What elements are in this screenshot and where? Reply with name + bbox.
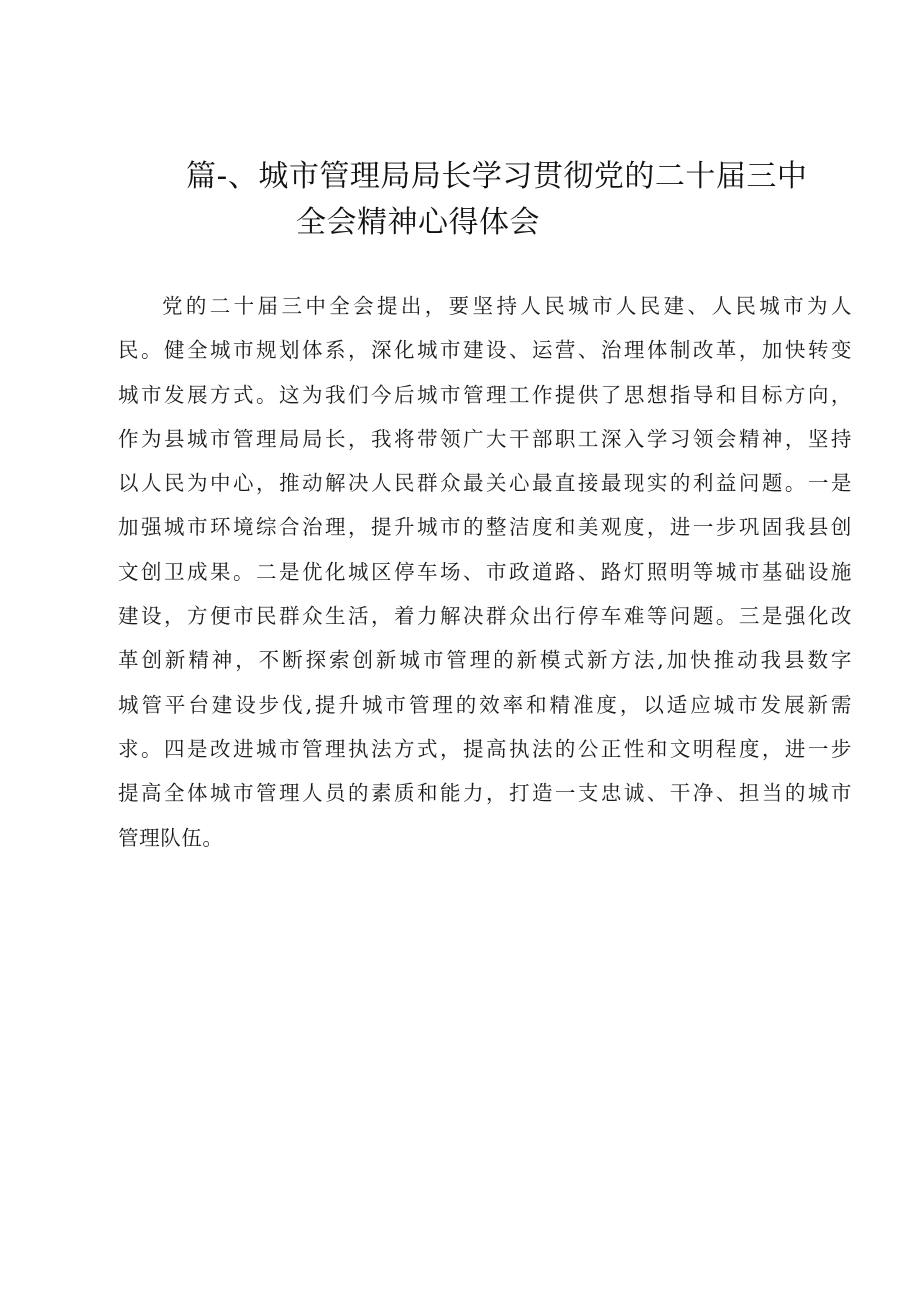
title-line-2: 全会精神心得体会 bbox=[296, 205, 540, 240]
paragraph-line: 革创新精神，不断探索创新城市管理的新模式新方法,加快推动我县数字 bbox=[118, 648, 852, 673]
paragraph-line: 作为县城市管理局局长，我将带领广大干部职工深入学习领会精神，坚持 bbox=[118, 426, 852, 451]
paragraph-line: 提高全体城市管理人员的素质和能力，打造一支忠诚、干净、担当的城市 bbox=[118, 781, 852, 806]
title-line-1: 篇-、城市管理局局长学习贯彻党的二十届三中 bbox=[186, 159, 808, 194]
paragraph-line: 建设，方便市民群众生活，着力解决群众出行停车难等问题。三是强化改 bbox=[118, 604, 852, 629]
paragraph-line: 管理队伍。 bbox=[118, 825, 224, 850]
paragraph-line: 党的二十届三中全会提出，要坚持人民城市人民建、人民城市为人 bbox=[162, 294, 852, 318]
paragraph-line: 求。四是改进城市管理执法方式，提高执法的公正性和文明程度，进一步 bbox=[118, 736, 852, 761]
paragraph-line: 民。健全城市规划体系，深化城市建设、运营、治理体制改革，加快转变 bbox=[118, 338, 852, 363]
paragraph-line: 城管平台建设步伐,提升城市管理的效率和精准度，以适应城市发展新需 bbox=[118, 692, 852, 717]
paragraph-line: 以人民为中心，推动解决人民群众最关心最直接最现实的利益问题。一是 bbox=[118, 471, 852, 496]
document-title bbox=[186, 154, 866, 246]
body-paragraph bbox=[118, 284, 852, 860]
paragraph-line: 城市发展方式。这为我们今后城市管理工作提供了思想指导和目标方向， bbox=[118, 382, 852, 407]
paragraph-line: 文创卫成果。二是优化城区停车场、市政道路、路灯照明等城市基础设施 bbox=[118, 559, 852, 584]
paragraph-line: 加强城市环境综合治理，提升城市的整洁度和美观度，进一步巩固我县创 bbox=[118, 515, 852, 540]
